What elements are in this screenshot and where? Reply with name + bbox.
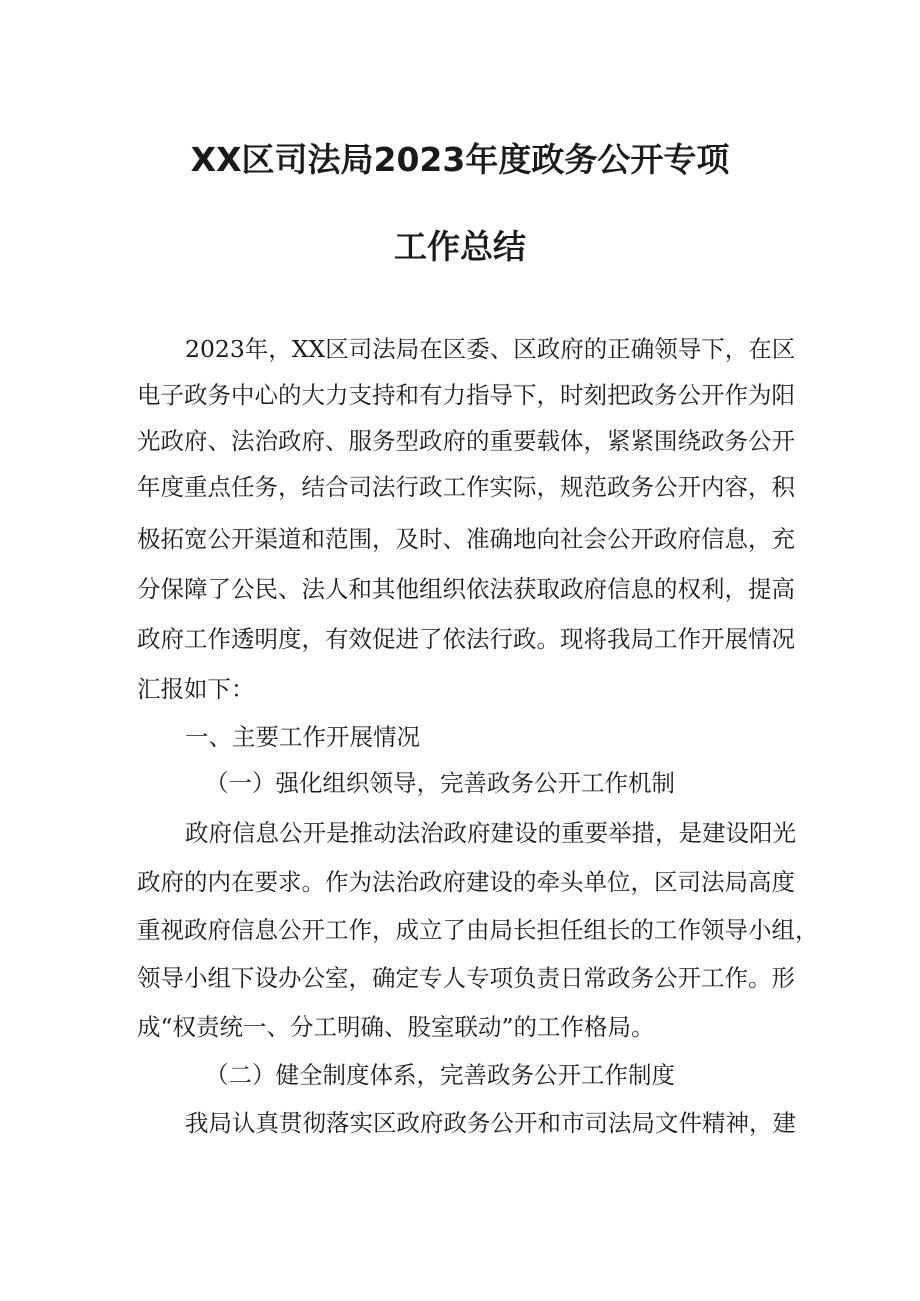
paragraph-line: 汇报如下： (137, 675, 255, 703)
paragraph-line: 2023年，XX区司法局在区委、区政府的正确领导下，在区 (185, 335, 796, 363)
paragraph-line: 重视政府信息公开工作，成立了由局长担任组长的工作领导小组， (137, 916, 819, 944)
document-title-line-2: 工作总结 (394, 227, 526, 266)
paragraph-line: 政府信息公开是推动法治政府建设的重要举措，是建设阳光 (185, 819, 796, 847)
paragraph-line: 分保障了公民、法人和其他组织依法获取政府信息的权利，提高 (137, 575, 795, 603)
paragraph-line: 年度重点任务，结合司法行政工作实际，规范政务公开内容，积 (137, 473, 795, 501)
paragraph-line: 成“权责统一、分工明确、股室联动”的工作格局。 (137, 1013, 655, 1041)
subsection-heading: （一）强化组织领导，完善政务公开工作机制 (205, 769, 675, 797)
paragraph-line: 政府工作透明度，有效促进了依法行政。现将我局工作开展情况 (137, 625, 795, 653)
document-title-line-1: XX区司法局2023年度政务公开专项 (190, 140, 730, 179)
paragraph-line: 电子政务中心的大力支持和有力指导下，时刻把政务公开作为阳 (137, 381, 795, 409)
paragraph-line: 极拓宽公开渠道和范围，及时、准确地向社会公开政府信息，充 (137, 525, 795, 553)
paragraph-line: 光政府、法治政府、服务型政府的重要载体，紧紧围绕政务公开 (137, 427, 795, 455)
paragraph-line: 政府的内在要求。作为法治政府建设的牵头单位，区司法局高度 (137, 868, 795, 896)
paragraph-line: 我局认真贯彻落实区政府政务公开和市司法局文件精神，建 (185, 1109, 796, 1137)
paragraph-line: 领导小组下设办公室，确定专人专项负责日常政务公开工作。形 (137, 964, 795, 992)
subsection-heading: （二）健全制度体系，完善政务公开工作制度 (205, 1061, 675, 1089)
section-heading: 一、主要工作开展情况 (185, 723, 420, 751)
